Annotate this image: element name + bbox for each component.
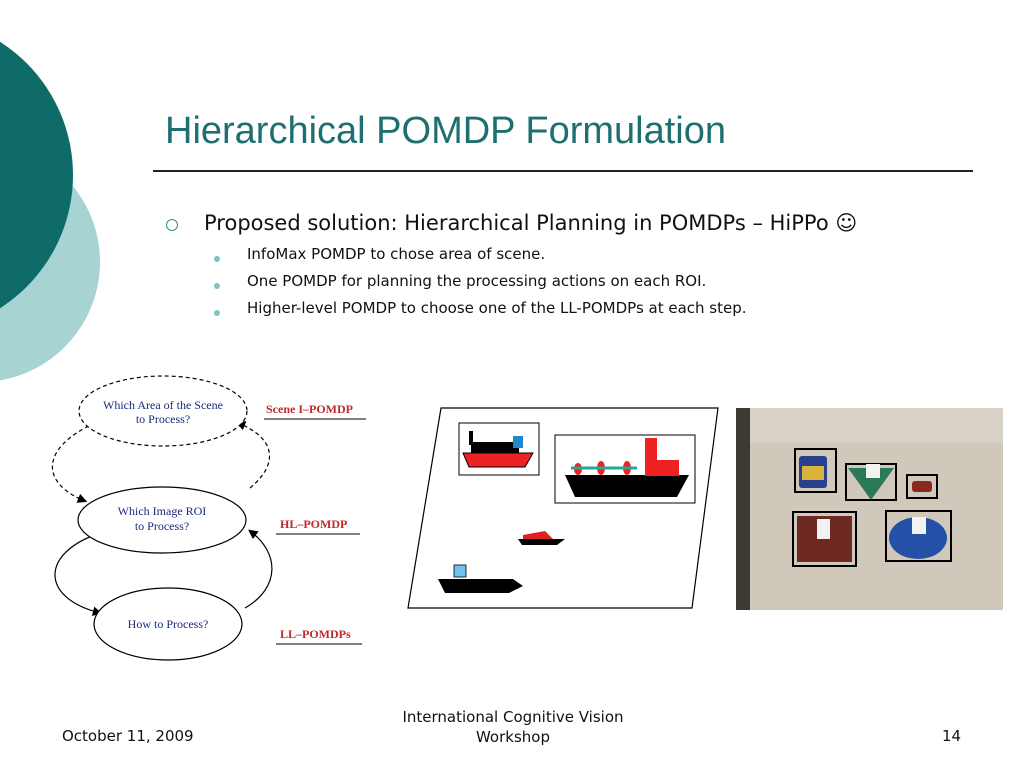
white-block-2 (817, 519, 830, 539)
photo-left-edge (736, 408, 750, 610)
tabletop-photo (736, 408, 1003, 610)
dark-boat-cabin (454, 565, 466, 577)
node-mid-text-1: Which Image ROI (117, 504, 207, 518)
dot-bullet-icon (214, 283, 220, 289)
hollow-circle-bullet-icon (166, 219, 178, 231)
label-ll-pomdps: LL–POMDPs (280, 627, 351, 641)
cargo-tower (645, 438, 657, 476)
arc-bottom-left (55, 533, 100, 613)
title-divider (153, 170, 973, 172)
footer-event-line2: Workshop (475, 728, 550, 746)
footer-date: October 11, 2009 (62, 727, 194, 745)
dot-bullet-icon (214, 256, 220, 262)
sub-bullet-2: One POMDP for planning the processing actions on each ROI. (247, 272, 707, 290)
arc-bottom-right (245, 531, 272, 608)
footer-page-number: 14 (942, 727, 962, 745)
decorative-circles (0, 0, 110, 410)
slide-title: Hierarchical POMDP Formulation (165, 110, 727, 152)
white-block-1 (866, 464, 880, 478)
ship-deck (471, 442, 519, 453)
dark-boat-icon (438, 579, 523, 593)
footer-event-line1: International Cognitive Vision (402, 708, 624, 726)
sub-bullet-1: InfoMax POMDP to chose area of scene. (247, 245, 546, 263)
node-top-text-2: to Process? (135, 412, 191, 426)
ship-scene-illustration (405, 405, 720, 610)
node-bottom-text: How to Process? (127, 617, 209, 631)
cargo-deckhouse (657, 460, 679, 476)
hierarchy-diagram (40, 368, 380, 668)
main-bullet-text: Proposed solution: Hierarchical Planning in POMDPs – HiPPo ☺ (204, 211, 858, 235)
white-block-3 (912, 517, 926, 534)
footer-event (372, 707, 654, 747)
small-boat-icon (518, 539, 565, 545)
car-object (912, 481, 932, 492)
dot-bullet-icon (214, 310, 220, 316)
cargo-ship-icon (565, 475, 689, 497)
mug-label (802, 466, 824, 480)
sub-bullet-3: Higher-level POMDP to choose one of the LL-POMDPs at each step. (247, 299, 747, 317)
node-mid-text-2: to Process? (134, 519, 190, 533)
arc-top-right (238, 423, 270, 488)
node-top-text-1: Which Area of the Scene (103, 398, 223, 412)
arc-top-left (52, 423, 95, 501)
red-ship-icon (463, 453, 533, 467)
label-scene-pomdp: Scene I–POMDP (266, 402, 353, 416)
photo-far-surface (736, 408, 1003, 443)
ship-mast (469, 431, 473, 445)
label-hl-pomdp: HL–POMDP (280, 517, 348, 531)
ship-cabin (513, 436, 523, 448)
